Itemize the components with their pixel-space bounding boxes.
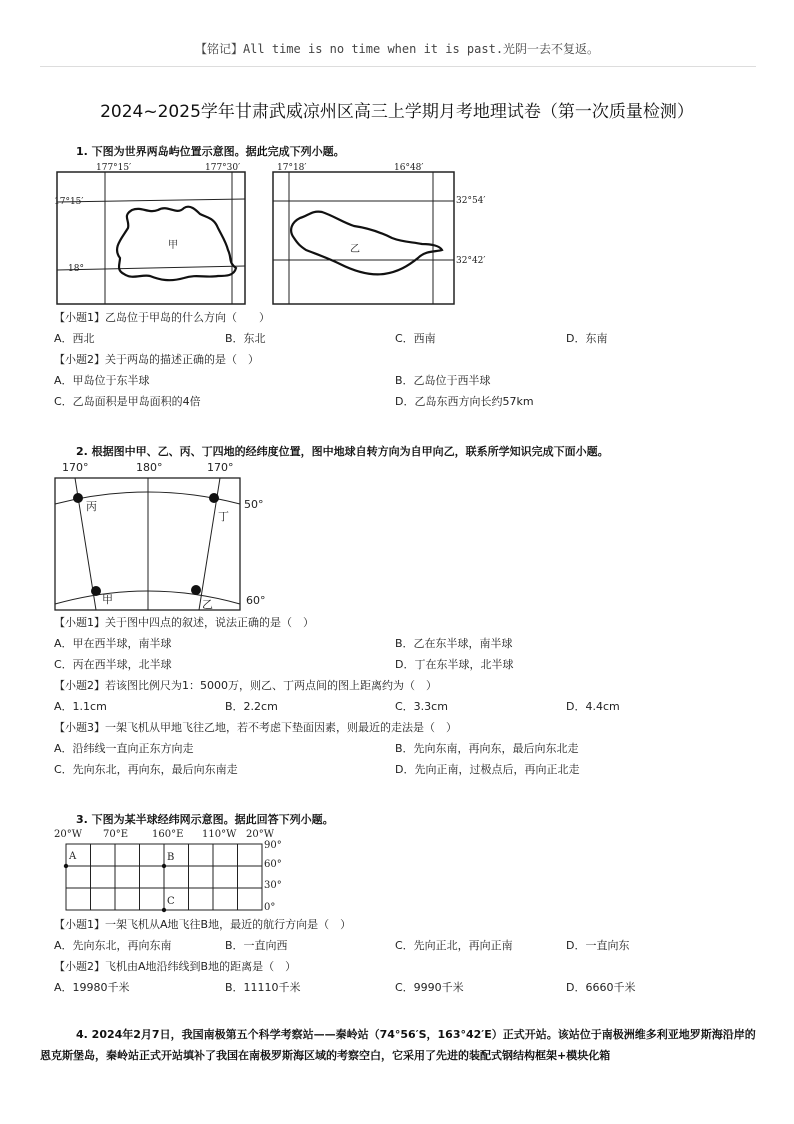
q2-sub3-option-b[interactable]: B．先向东南，再向东，最后向东北走: [395, 742, 579, 755]
q2-lat2: 60°: [246, 594, 266, 607]
mapA-lat1: 17°15′: [54, 197, 84, 207]
q2-lat1: 50°: [244, 498, 264, 511]
q2-sub2-option-b[interactable]: B．2.2cm: [225, 700, 278, 713]
q2-sub3-text: 【小题3】一架飞机从甲地飞往乙地，若不考虑下垫面因素，则最近的走法是（ ）: [54, 721, 457, 734]
header-divider: [40, 66, 756, 67]
q2-point-bing: [73, 493, 83, 503]
q3-point-c: [162, 908, 166, 912]
q3-sub1-option-a[interactable]: A．先向东北，再向东南: [54, 939, 172, 952]
q3-sub1-option-c[interactable]: C．先向正北，再向正南: [395, 939, 513, 952]
q3-grid: [66, 844, 262, 910]
q3-lat2: 60°: [264, 859, 282, 870]
q2-label-yi: 乙: [202, 598, 213, 611]
mapB-lat2: 32°42′: [456, 256, 486, 266]
q2-lon1: 170°: [62, 461, 89, 474]
q2-sub1-option-a[interactable]: A．甲在西半球，南半球: [54, 637, 172, 650]
q3-sub2-option-d[interactable]: D．6660千米: [566, 981, 636, 994]
mapB-lat1: 32°54′: [456, 196, 486, 206]
q3-stem: 3. 下图为某半球经纬网示意图。据此回答下列小题。: [76, 813, 334, 826]
mapA-island-label: 甲: [168, 240, 178, 251]
q3-lon1: 20°W: [54, 829, 83, 840]
q2-label-ding: 丁: [218, 510, 229, 523]
q3-lat3: 30°: [264, 880, 282, 891]
q3-sub2-option-c[interactable]: C．9990千米: [395, 981, 464, 994]
q2-label-bing: 丙: [86, 500, 97, 513]
q3-sub2-option-b[interactable]: B．11110千米: [225, 981, 301, 994]
q2-sub1-option-c[interactable]: C．丙在西半球，北半球: [54, 658, 172, 671]
page-title: 2024~2025学年甘肃武威凉州区高三上学期月考地理试卷（第一次质量检测）: [100, 102, 694, 122]
q3-label-a: A: [69, 851, 77, 862]
q1-sub1-option-d[interactable]: D．东南: [566, 332, 608, 345]
mapB-island-label: 乙: [350, 244, 360, 255]
q2-sub1-option-d[interactable]: D．丁在东半球，北半球: [395, 658, 514, 671]
q1-figure: [50, 158, 486, 308]
q2-sub1-option-b[interactable]: B．乙在东半球，南半球: [395, 637, 513, 650]
q1-sub2-option-d[interactable]: D．乙岛东西方向长约57km: [395, 395, 534, 408]
q1-stem: 1. 下图为世界两岛屿位置示意图。据此完成下列小题。: [76, 145, 345, 158]
q2-sub2-option-c[interactable]: C．3.3cm: [395, 700, 448, 713]
q3-label-b: B: [167, 852, 175, 863]
q2-lon2: 180°: [136, 461, 163, 474]
q2-sub2-text: 【小题2】若该图比例尺为1：5000万，则乙、丁两点间的图上距离约为（ ）: [54, 679, 437, 692]
mapA-parallel-1: [57, 199, 245, 202]
q2-sub1-text: 【小题1】关于图中四点的叙述，说法正确的是（ ）: [54, 616, 314, 629]
q3-sub2-text: 【小题2】飞机由A地沿纬线到B地的距离是（ ）: [54, 960, 297, 973]
q2-figure: [50, 458, 280, 614]
mapA-lat2: 18°: [68, 264, 84, 274]
q3-lon5: 20°W: [246, 829, 275, 840]
q1-sub2-option-b[interactable]: B．乙岛位于西半球: [395, 374, 491, 387]
q1-sub1-option-a[interactable]: A．西北: [54, 332, 95, 345]
q1-sub1-text: 【小题1】乙岛位于甲岛的什么方向（ ）: [54, 311, 270, 324]
q1-sub2-option-a[interactable]: A．甲岛位于东半球: [54, 374, 150, 387]
q2-sub3-option-a[interactable]: A．沿纬线一直向正东方向走: [54, 742, 194, 755]
q3-label-c: C: [167, 896, 175, 907]
q3-point-a: [64, 864, 68, 868]
q1-sub1-option-b[interactable]: B．东北: [225, 332, 266, 345]
island-yi-outline: [291, 212, 442, 275]
mapA-parallel-2: [57, 266, 245, 270]
q2-label-jia: 甲: [102, 593, 113, 606]
q1-sub2-text: 【小题2】关于两岛的描述正确的是（ ）: [54, 353, 259, 366]
q3-sub1-option-d[interactable]: D．一直向东: [566, 939, 630, 952]
mapA-frame: [57, 172, 245, 304]
mapB-lon1: 17°18′: [277, 163, 307, 173]
q2-sub3-option-c[interactable]: C．先向东北，再向东，最后向东南走: [54, 763, 238, 776]
q3-lon2: 70°E: [103, 829, 129, 840]
q3-sub1-option-b[interactable]: B．一直向西: [225, 939, 288, 952]
mapB-lon2: 16°48′: [394, 163, 424, 173]
mapA-lon1: 177°15′: [96, 163, 132, 173]
q3-lon4: 110°W: [202, 829, 237, 840]
q2-sub2-option-d[interactable]: D．4.4cm: [566, 700, 620, 713]
q2-point-jia: [91, 586, 101, 596]
q3-sub1-text: 【小题1】一架飞机从A地飞往B地，最近的航行方向是（ ）: [54, 918, 352, 931]
q2-lon3: 170°: [207, 461, 234, 474]
q2-sub3-option-d[interactable]: D．先向正南，过极点后，再向正北走: [395, 763, 580, 776]
q1-sub1-option-c[interactable]: C．西南: [395, 332, 436, 345]
mapB-frame: [273, 172, 454, 304]
q3-sub2-option-a[interactable]: A．19980千米: [54, 981, 130, 994]
q2-sub2-option-a[interactable]: A．1.1cm: [54, 700, 107, 713]
q3-lon3: 160°E: [152, 829, 184, 840]
q2-point-ding: [209, 493, 219, 503]
header-motto: 【铭记】All time is no time when it is past.光阴一去不复返。: [194, 42, 600, 56]
q3-lat1: 90°: [264, 840, 282, 851]
q2-point-yi: [191, 585, 201, 595]
q4-paragraph: 4. 2024年2月7日，我国南极第五个科学考察站——秦岭站（74°56′S，163°42′E）正式开站。该站位于南极洲维多利亚地罗斯海沿岸的恩克斯堡岛，秦岭站正式开站填补了我国在南极罗斯海区域的考察空白，它采用了先进的装配式钢结构框架+模块化箱: [40, 1028, 756, 1062]
q2-stem: 2. 根据图中甲、乙、丙、丁四地的经纬度位置，图中地球自转方向为自甲向乙，联系所学知识完成下面小题。: [76, 445, 609, 458]
mapA-lon2: 177°30′: [205, 163, 241, 173]
q3-figure: [50, 826, 290, 916]
q3-point-b: [162, 864, 166, 868]
q1-sub2-option-c[interactable]: C．乙岛面积是甲岛面积的4倍: [54, 395, 201, 408]
q3-lat4: 0°: [264, 902, 276, 913]
